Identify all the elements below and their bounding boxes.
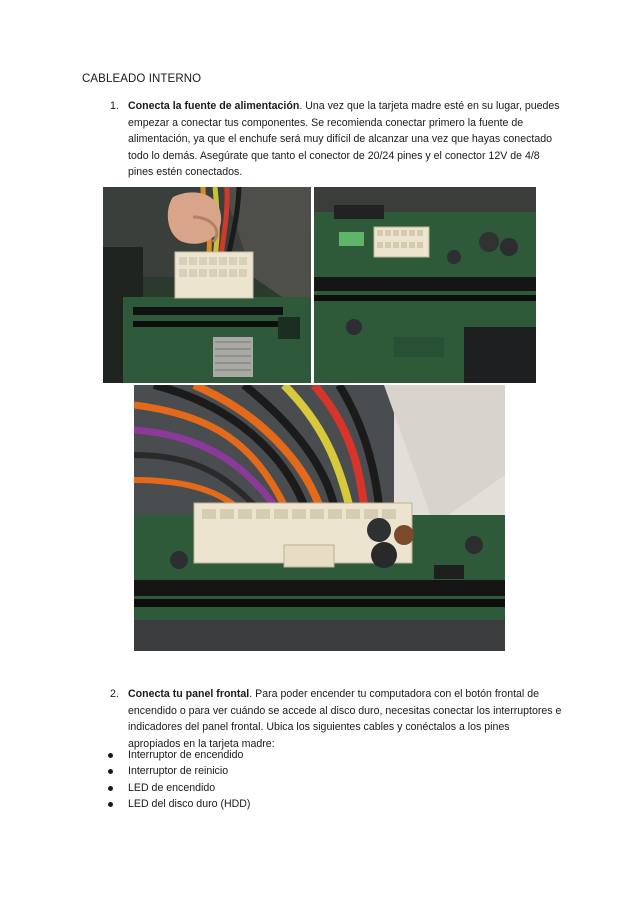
step-text: . Para poder encender tu computadora con el botón frontal de encendido o para ver cuándo se accede al disco duro, necesitas conectar los interruptores e indicadores del panel frontal. Ubica los siguientes cables y conéctalos a los pines apropiados en la tarjeta madre: — [128, 688, 562, 750]
bullet-list — [82, 747, 250, 812]
list-item: Interruptor de reinicio — [82, 763, 250, 779]
list-item: LED de encendido — [82, 780, 250, 796]
bullet-icon — [108, 769, 113, 774]
photo-hand-connector — [103, 187, 311, 383]
photo-motherboard-socket — [314, 187, 536, 383]
step-1 — [82, 98, 562, 181]
step-body — [128, 686, 562, 752]
step-heading: Conecta tu panel frontal — [128, 688, 250, 700]
list-item: Interruptor de encendido — [82, 747, 250, 763]
step-number: 2. — [110, 688, 119, 700]
photo-connector-plugged — [134, 385, 505, 651]
step-body — [128, 98, 562, 181]
step-heading: Conecta la fuente de alimentación — [128, 100, 300, 112]
step-number: 1. — [110, 100, 119, 112]
section-title: CABLEADO INTERNO — [82, 73, 202, 85]
bullet-icon — [108, 753, 113, 758]
list-item: LED del disco duro (HDD) — [82, 796, 250, 812]
bullet-icon — [108, 786, 113, 791]
bullet-icon — [108, 802, 113, 807]
step-2 — [82, 686, 562, 752]
step-text: . Una vez que la tarjeta madre esté en su lugar, puedes empezar a conectar tus componentes. Se recomienda conectar primero la fuente de alimentación, ya que el enchufe será muy difícil de alcanzar una vez que hayas conectado todo lo demás. Asegúrate que tanto el conector de 20/24 pines y el conector 12V de 4/8 pines estén conectados. — [128, 100, 560, 178]
